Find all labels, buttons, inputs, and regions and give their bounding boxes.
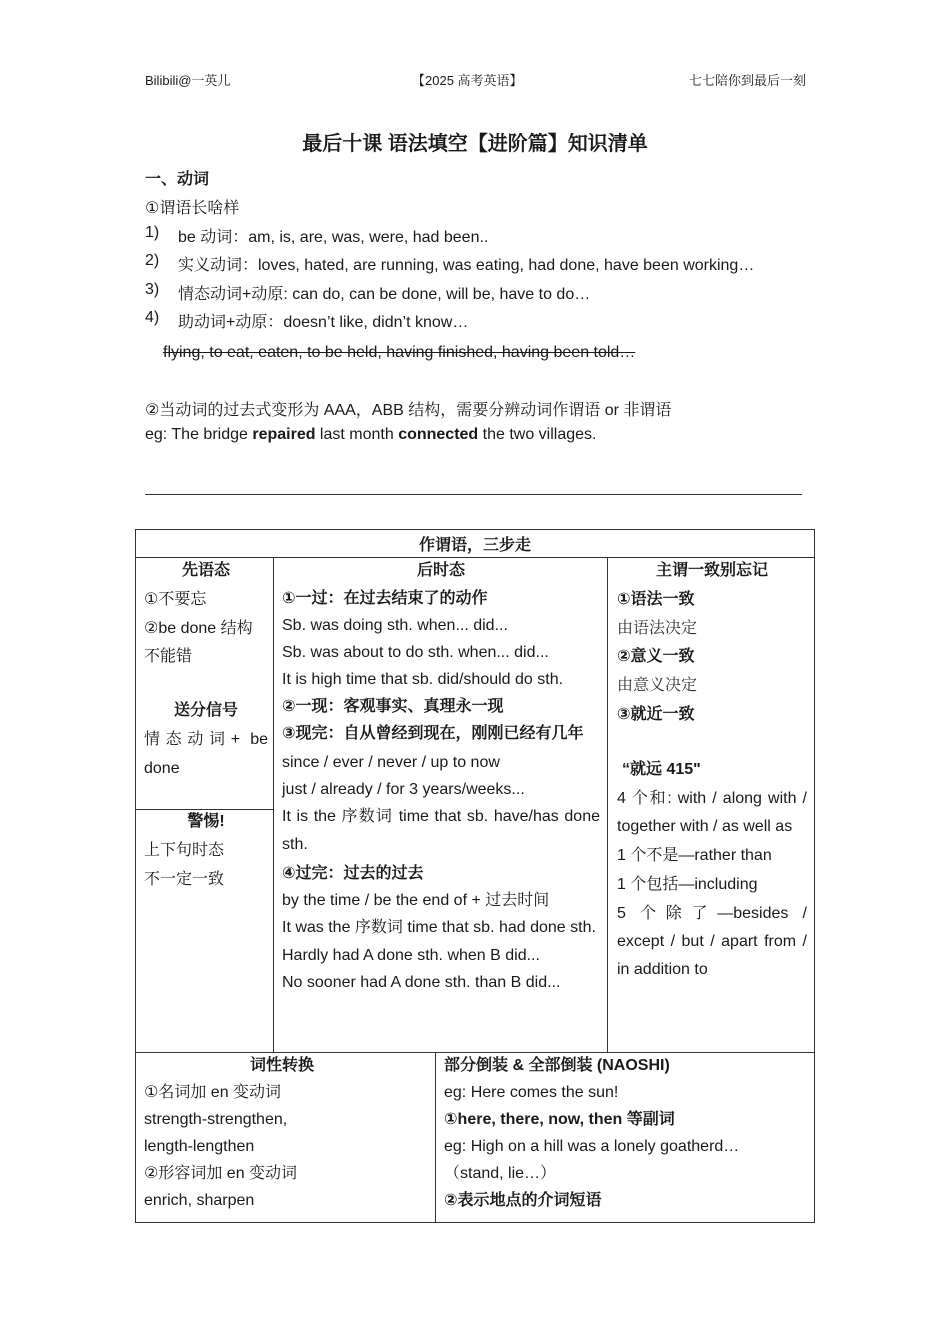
inversion-example: eg: Here comes the sun!: [444, 1084, 619, 1101]
list-item: 助动词+动原：doesn’t like, didn’t know…: [178, 314, 469, 331]
list-item: be 动词：am, is, are, was, were, had been..: [178, 229, 489, 246]
header-center: 【2025 高考英语】: [412, 73, 523, 88]
tense-rule: ①一过：在过去结束了的动作: [282, 590, 488, 607]
agreement-rule: ①语法一致: [617, 590, 695, 608]
subheading-1: ①谓语长啥样: [145, 200, 240, 217]
voice-line: 不能错: [144, 648, 193, 666]
word-formation-line: ①名词加 en 变动词: [144, 1084, 282, 1101]
divider: [145, 494, 802, 495]
struck-nonpredicate-list: flying, to eat, eaten, to be held, having finished, having been told…: [163, 344, 636, 361]
signal-text: 情态动词+ be done: [144, 730, 268, 777]
tense-pattern: No sooner had A done sth. than B did...: [282, 974, 561, 991]
tense-pattern: since / ever / never / up to now: [282, 753, 500, 771]
tense-pattern: It is the 序数词 time that sb. have/has done sth.: [282, 807, 600, 853]
tense-pattern: just / already / for 3 years/weeks...: [282, 780, 525, 798]
inversion-example: （stand, lie…）: [444, 1165, 557, 1182]
col-agreement: [617, 557, 807, 984]
tense-rule: ④过完：过去的过去: [282, 864, 424, 882]
col-tense-head: 后时态: [416, 562, 465, 579]
table-title: 作谓语，三步走: [418, 537, 531, 554]
list-item-num: 2): [145, 252, 160, 269]
warn-head: 警惕!: [187, 813, 225, 830]
agreement-rule: ③就近一致: [617, 705, 695, 723]
list-item-num: 1): [145, 224, 160, 241]
list-item-num: 3): [145, 281, 160, 298]
list-item-num: 4): [145, 309, 160, 326]
col-warn: [144, 808, 268, 894]
word-formation: [144, 1052, 428, 1214]
warn-line: 不一定一致: [144, 870, 225, 888]
tense-rule: ②一现：客观事实、真理永一现: [282, 698, 504, 715]
list-item: 情态动词+动原: can do, can be done, will be, have to do…: [178, 286, 591, 303]
agreement-text: 1 个不是—rather than: [617, 847, 772, 865]
agreement-rule: “就远 415": [622, 760, 701, 778]
agreement-text: 1 个包括—including: [617, 875, 758, 893]
tense-pattern: Hardly had A done sth. when B did...: [282, 947, 540, 964]
agreement-sub: 由语法决定: [617, 619, 698, 637]
tense-pattern: It was the 序数词 time that sb. had done sth.: [282, 918, 596, 936]
warn-line: 上下句时态: [144, 841, 225, 859]
tense-rule: ③现完：自从曾经到现在，刚刚已经有几年: [282, 725, 584, 742]
list-item: 实义动词：loves, hated, are running, was eating, had done, have been working…: [178, 257, 755, 274]
col-agreement-head: 主谓一致别忘记: [655, 562, 768, 579]
word-formation-line: enrich, sharpen: [144, 1192, 255, 1209]
word-formation-line: length-lengthen: [144, 1138, 255, 1155]
tense-pattern: It is high time that sb. did/should do sth.: [282, 671, 564, 688]
header-left: Bilibili@一英儿: [145, 73, 231, 88]
agreement-text: 5 个除了—besides / except / but / apart from / in addition to: [617, 904, 807, 978]
header-right: 七七陪你到最后一刻: [688, 73, 806, 88]
tense-pattern: Sb. was about to do sth. when... did...: [282, 644, 549, 661]
signal-head: 送分信号: [173, 702, 238, 720]
voice-line: ①不要忘: [144, 590, 207, 608]
col-voice-head: 先语态: [181, 562, 230, 579]
subheading-2: ②当动词的过去式变形为 AAA，ABB 结构，需要分辨动词作谓语 or 非谓语: [145, 402, 672, 419]
voice-line: ②be done 结构: [144, 619, 253, 637]
col-tense: [282, 557, 600, 996]
word-formation-line: strength-strengthen,: [144, 1111, 288, 1128]
inversion-rule: ②表示地点的介词短语: [444, 1192, 602, 1209]
inversion-head: 部分倒装 & 全部倒装 (NAOSHI): [444, 1057, 670, 1074]
tense-pattern: by the time / be the end of + 过去时间: [282, 891, 550, 909]
inversion-example: eg: High on a hill was a lonely goatherd…: [444, 1138, 740, 1155]
tense-pattern: Sb. was doing sth. when... did...: [282, 617, 508, 634]
agreement-sub: 由意义决定: [617, 677, 698, 695]
agreement-rule: ②意义一致: [617, 648, 695, 666]
inversion-rule: ①here, there, now, then 等副词: [444, 1111, 675, 1128]
section-heading: 一、动词: [145, 171, 210, 188]
page-title: 最后十课 语法填空【进阶篇】知识清单: [302, 133, 648, 155]
agreement-text: 4 个和: with / along with / together with / as well as: [617, 789, 807, 836]
col-voice: [144, 557, 268, 784]
word-formation-head: 词性转换: [250, 1057, 315, 1074]
word-formation-line: ②形容词加 en 变动词: [144, 1165, 298, 1182]
inversion: [444, 1052, 808, 1214]
example-sentence: eg: The bridge repaired last month connected the two villages.: [145, 426, 597, 443]
